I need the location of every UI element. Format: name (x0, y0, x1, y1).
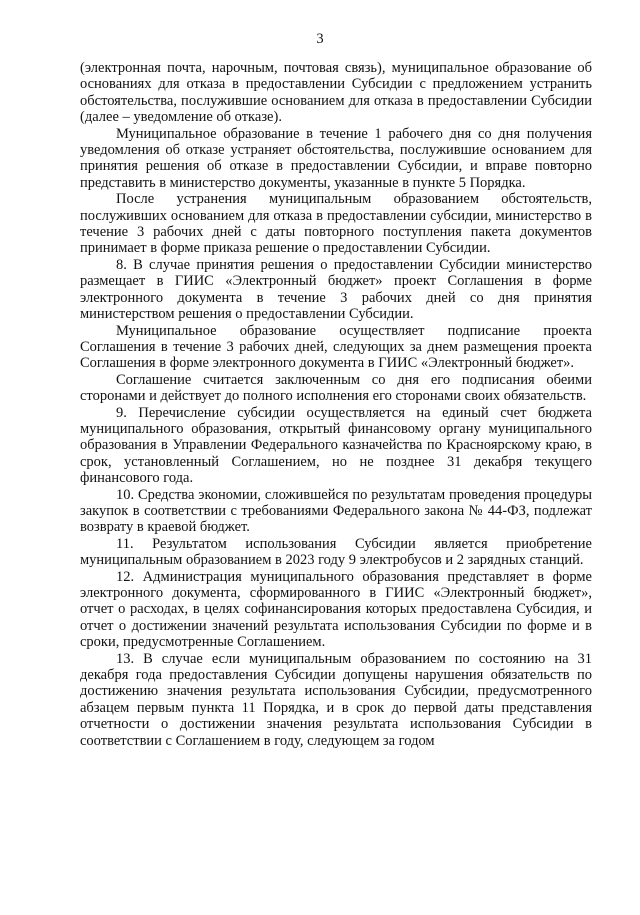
paragraph-item-10: 10. Средства экономии, сложившейся по результатам проведения процедуры закупок в соответствии с требованиями Федерального закона № 44-ФЗ, подлежат возврату в краевой бюджет. (80, 486, 592, 536)
paragraph-item-11: 11. Результатом использования Субсидии является приобретение муниципальным образованием в 2023 году 9 электробусов и 2 зарядных станций. (80, 535, 592, 569)
paragraph-item-8-signing: Муниципальное образование осуществляет подписание проекта Соглашения в течение 3 рабочих дней, следующих за днем размещения проекта Соглашения в форме электронного документа в ГИИС «Электронный бюджет». (80, 322, 592, 372)
paragraph-item-12: 12. Администрация муниципального образования представляет в форме электронного документа, сформированного в ГИИС «Электронный бюджет», отчет о расходах, в целях софинансирования которых предоставлена Субсидия, и отчет о достижении значений результата использования Субсидии по форме и в сроки, предусмотренные Соглашением. (80, 568, 592, 651)
page-number: 3 (316, 31, 324, 47)
paragraph-remedy: Муниципальное образование в течение 1 рабочего дня со дня получения уведомления об отказе устраняет обстоятельства, послужившие основанием для принятия решения об отказе в предоставлении Субсидии, и вправе повторно представить в министерство документы, указанные в пункте 5 Порядка. (80, 125, 592, 191)
paragraph-after-remedy: После устранения муниципальным образованием обстоятельств, послуживших основанием для отказа в предоставлении субсидии, министерство в течение 3 рабочих дней с даты повторного поступления пакета документов принимает в форме приказа решение о предоставлении Субсидии. (80, 191, 592, 257)
document-body (80, 60, 592, 749)
paragraph-item-8: 8. В случае принятия решения о предоставлении Субсидии министерство размещает в ГИИС «Электронный бюджет» проект Соглашения в форме электронного документа в течение 3 рабочих дней со дня принятия министерством решения о предоставлении Субсидии. (80, 256, 592, 323)
paragraph-continuation: (электронная почта, нарочным, почтовая связь), муниципальное образование об основаниях для отказа в предоставлении Субсидии с предложением устранить обстоятельства, послужившие основанием для отказа в предоставлении Субсидии (далее – уведомление об отказе). (80, 60, 592, 126)
paragraph-item-9: 9. Перечисление субсидии осуществляется на единый счет бюджета муниципального образования, открытый финансовому органу муниципального образования в Управлении Федерального казначейства по Красноярскому краю, в срок, установленный Соглашением, но не позднее 31 декабря текущего финансового года. (80, 404, 592, 487)
paragraph-item-8-concluded: Соглашение считается заключенным со дня его подписания обеими сторонами и действует до полного исполнения его сторонами своих обязательств. (80, 371, 592, 405)
paragraph-item-13: 13. В случае если муниципальным образованием по состоянию на 31 декабря года предоставления Субсидии допущены нарушения обязательств по достижению значения результата использования Субсидии, предусмотренного абзацем первым пункта 11 Порядка, и в срок до первой даты представления отчетности о достижении значения результата использования Субсидии в соответствии с Соглашением в году, следующем за годом (80, 650, 592, 749)
